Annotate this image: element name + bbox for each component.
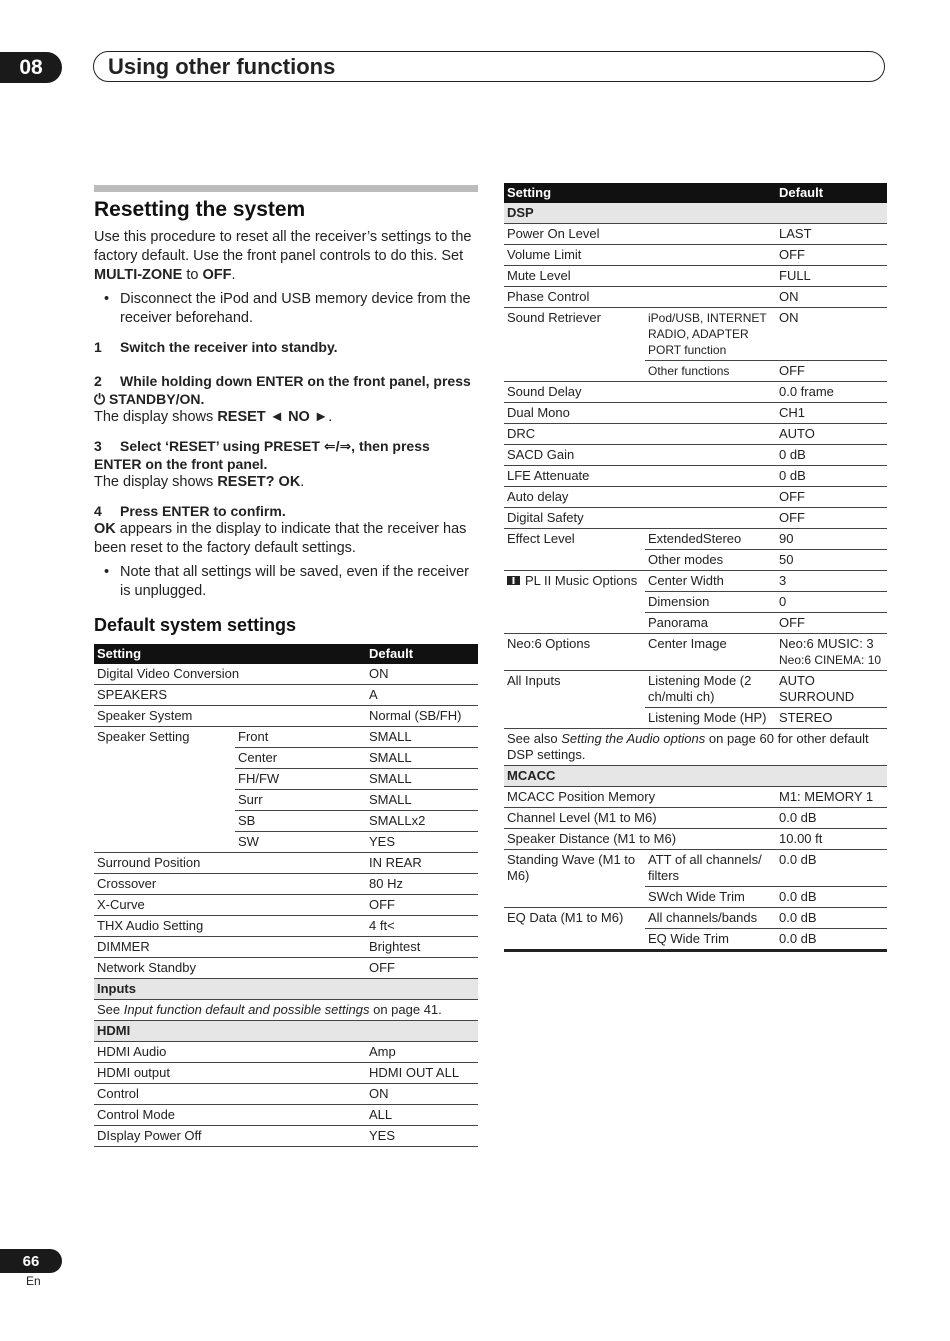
table-row (504, 571, 887, 592)
cell-default: CH1 (776, 403, 887, 424)
cell-setting: Speaker System (94, 706, 366, 727)
reset-intro (94, 228, 478, 285)
cell-sub: ExtendedStereo (645, 529, 776, 550)
intro-bold-1: MULTI-ZONE (94, 267, 183, 283)
cell-default: OFF (776, 487, 887, 508)
cell-sub: Center Image (645, 634, 776, 671)
cell-default: 3 (776, 571, 887, 592)
cell-sub: Center Width (645, 571, 776, 592)
cell-setting: THX Audio Setting (94, 916, 366, 937)
intro-end: . (231, 267, 236, 283)
cell-setting: X-Curve (94, 895, 366, 916)
cell-default: 0.0 dB (776, 908, 887, 929)
step-number: 4 (94, 503, 102, 519)
table-row (504, 808, 887, 829)
cell-default: 4 ft< (366, 916, 478, 937)
cell-default: OFF (776, 613, 887, 634)
cell-sub: All channels/bands (645, 908, 776, 929)
table-row (504, 850, 887, 887)
cell-default (776, 634, 887, 671)
cell-sub: Listening Mode (HP) (645, 708, 776, 729)
desc-bold: OK (94, 521, 116, 537)
table-row (504, 829, 887, 850)
cell-default: STEREO (776, 708, 887, 729)
cell-default: ALL (366, 1105, 478, 1126)
cell-default: IN REAR (366, 853, 478, 874)
neo-cinema: Neo:6 CINEMA: 10 (779, 653, 882, 667)
cell-setting: Speaker Setting (94, 727, 235, 853)
table-row (94, 664, 478, 685)
table-row (504, 245, 887, 266)
group-label: HDMI (94, 1021, 478, 1042)
step-3 (94, 437, 478, 473)
table-row (504, 224, 887, 245)
cell-setting: Control (94, 1084, 366, 1105)
cell-default: OFF (776, 508, 887, 529)
page-number: 66 (0, 1249, 62, 1273)
cell-default: 0.0 dB (776, 887, 887, 908)
cell-default: 10.00 ft (776, 829, 887, 850)
cell-default: OFF (776, 245, 887, 266)
table-row (94, 1063, 478, 1084)
desc-text: The display shows (94, 474, 218, 490)
cell-setting: SACD Gain (504, 445, 776, 466)
table-row (94, 1042, 478, 1063)
cell-default: AUTO SURROUND (776, 671, 887, 708)
cell-setting: Control Mode (94, 1105, 366, 1126)
table-row (94, 1105, 478, 1126)
note-text: on page 60 for other default DSP settings. (507, 731, 869, 762)
table-row (504, 908, 887, 929)
cell-default: 80 Hz (366, 874, 478, 895)
cell-default: SMALLx2 (366, 811, 478, 832)
table-row (504, 671, 887, 708)
table-row (94, 1000, 478, 1021)
cell-setting: HDMI output (94, 1063, 366, 1084)
cell-default: FULL (776, 266, 887, 287)
table-row (94, 937, 478, 958)
cell-setting: Auto delay (504, 487, 776, 508)
cell-default: M1: MEMORY 1 (776, 787, 887, 808)
bullet-item (94, 563, 478, 601)
cell-sub: Other functions (645, 361, 776, 382)
cell-setting: Dual Mono (504, 403, 776, 424)
intro-to: to (182, 267, 203, 283)
group-label: MCACC (504, 766, 887, 787)
note-text: See (97, 1002, 124, 1017)
cell-default: 0 (776, 592, 887, 613)
bullet-item (94, 290, 478, 328)
dolby-logo-icon (507, 576, 520, 585)
cell-setting: Sound Retriever (504, 308, 645, 382)
section-rule (94, 185, 478, 192)
desc-bold: RESET? OK (217, 474, 301, 490)
cell-default: LAST (776, 224, 887, 245)
cell-setting: Volume Limit (504, 245, 776, 266)
cell-default: ON (366, 664, 478, 685)
cell-sub: Front (235, 727, 366, 748)
table-row (94, 958, 478, 979)
cell-sub: ATT of all channels/ filters (645, 850, 776, 887)
cell-default: ON (366, 1084, 478, 1105)
chapter-title-text: Using other functions (108, 53, 336, 79)
bullet-dot-icon: • (104, 291, 110, 307)
cell-setting: DIsplay Power Off (94, 1126, 366, 1147)
intro-text: Use this procedure to reset all the receiver’s settings to the factory default. Use the front panel controls to do this. Set (94, 229, 472, 264)
table-header (504, 183, 887, 203)
table-row (504, 287, 887, 308)
cell-default: 0 dB (776, 466, 887, 487)
step-4 (94, 502, 478, 520)
cell-default: SMALL (366, 769, 478, 790)
cell-default: SMALL (366, 790, 478, 811)
cell-setting: Sound Delay (504, 382, 776, 403)
table-row (504, 308, 887, 361)
step-3-desc: The display shows RESET? OK. (94, 474, 305, 490)
cell-sub: Other modes (645, 550, 776, 571)
cell-sub: Listening Mode (2 ch/multi ch) (645, 671, 776, 708)
inputs-note (94, 1000, 478, 1021)
cell-setting: LFE Attenuate (504, 466, 776, 487)
cell-setting: HDMI Audio (94, 1042, 366, 1063)
cell-sub: EQ Wide Trim (648, 931, 729, 946)
table-row (504, 382, 887, 403)
cell-default: 90 (776, 529, 887, 550)
cell-default: 0.0 dB (776, 808, 887, 829)
header-setting: Setting (94, 644, 366, 664)
table-row (94, 895, 478, 916)
step-4-desc (94, 520, 478, 558)
cell-default: ON (776, 308, 887, 361)
cell-setting: Surround Position (94, 853, 366, 874)
table-row (504, 487, 887, 508)
cell-sub: Dimension (645, 592, 776, 613)
table-row (504, 403, 887, 424)
table-row (504, 508, 887, 529)
table-row (94, 727, 478, 748)
dsp-note (504, 729, 887, 766)
table-row (94, 685, 478, 706)
cell-default: YES (366, 832, 478, 853)
table-row (504, 466, 887, 487)
desc-bold: RESET ◄ NO ► (217, 409, 329, 425)
table-row (504, 445, 887, 466)
header-default: Default (776, 183, 887, 203)
cell-default: Normal (SB/FH) (366, 706, 478, 727)
cell-setting: Standing Wave (M1 to M6) (504, 850, 645, 908)
cell-default: SMALL (366, 748, 478, 769)
neo-music: Neo:6 MUSIC: 3 (779, 636, 874, 651)
step-number: 3 (94, 438, 102, 454)
bullet-dot-icon: • (104, 564, 110, 580)
cell-setting: Digital Safety (504, 508, 776, 529)
table-row (504, 266, 887, 287)
group-header-hdmi (94, 1021, 478, 1042)
table-row (504, 634, 887, 671)
table-row (94, 916, 478, 937)
note-italic: Input function default and possible settings (123, 1002, 370, 1017)
left-column (94, 185, 478, 1147)
step-number: 2 (94, 373, 102, 389)
table-row (504, 529, 887, 550)
note-text: See also (507, 731, 562, 746)
dsp-mcacc-table (504, 183, 887, 952)
cell-setting: EQ Data (M1 to M6) (507, 910, 624, 925)
cell-setting: Power On Level (504, 224, 776, 245)
cell-default: 0.0 frame (776, 382, 887, 403)
group-label: DSP (504, 203, 887, 224)
cell-default: 0.0 dB (779, 931, 817, 946)
pl-label: PL II Music Options (525, 573, 638, 588)
group-label: Inputs (94, 979, 478, 1000)
cell-setting: Network Standby (94, 958, 366, 979)
header-setting: Setting (504, 183, 776, 203)
group-header-mcacc (504, 766, 887, 787)
chapter-title (93, 51, 885, 82)
note-text: on page 41. (369, 1002, 442, 1017)
desc-text: The display shows (94, 409, 218, 425)
table-row (504, 729, 887, 766)
cell-default: HDMI OUT ALL (366, 1063, 478, 1084)
table-row (504, 424, 887, 445)
right-column (504, 183, 887, 952)
cell-default: OFF (366, 895, 478, 916)
table-row (94, 1084, 478, 1105)
table-row (504, 787, 887, 808)
cell-sub: Panorama (645, 613, 776, 634)
step-2 (94, 372, 478, 408)
step-text: While holding down ENTER on the front panel, press ⏻ STANDBY/ON. (94, 373, 471, 407)
cell-setting: Phase Control (504, 287, 776, 308)
cell-sub: SW (235, 832, 366, 853)
group-header-dsp (504, 203, 887, 224)
cell-sub: Center (235, 748, 366, 769)
cell-setting: All Inputs (504, 671, 645, 729)
cell-setting: Crossover (94, 874, 366, 895)
cell-default: YES (366, 1126, 478, 1147)
cell-sub: iPod/USB, INTERNET RADIO, ADAPTER PORT function (645, 308, 776, 361)
cell-default: OFF (366, 958, 478, 979)
table-row (94, 874, 478, 895)
cell-setting: Digital Video Conversion (94, 664, 366, 685)
cell-setting: Effect Level (504, 529, 645, 571)
step-number: 1 (94, 339, 102, 355)
note-italic: Setting the Audio options (561, 731, 706, 746)
cell-setting: DRC (504, 424, 776, 445)
bullet-text: Disconnect the iPod and USB memory device from the receiver beforehand. (120, 291, 471, 326)
table-row (94, 853, 478, 874)
cell-default: 50 (776, 550, 887, 571)
cell-setting: Channel Level (M1 to M6) (504, 808, 776, 829)
cell-sub: SWch Wide Trim (645, 887, 776, 908)
table-header (94, 644, 478, 664)
chapter-number: 08 (0, 52, 62, 83)
table-row (94, 706, 478, 727)
cell-default: OFF (776, 361, 887, 382)
language-code: En (26, 1274, 41, 1288)
cell-default: SMALL (366, 727, 478, 748)
cell-default: ON (776, 287, 887, 308)
cell-sub: SB (235, 811, 366, 832)
step-text: Select ‘RESET’ using PRESET ⇐/⇒, then press ENTER on the front panel. (94, 438, 430, 472)
reset-title: Resetting the system (94, 198, 306, 221)
cell-default: A (366, 685, 478, 706)
desc-text: appears in the display to indicate that the receiver has been reset to the factory default settings. (94, 521, 467, 556)
header-default: Default (366, 644, 478, 664)
step-text: Press ENTER to confirm. (120, 503, 286, 519)
cell-setting: DIMMER (94, 937, 366, 958)
defaults-title: Default system settings (94, 615, 297, 635)
cell-setting: SPEAKERS (94, 685, 366, 706)
defaults-table (94, 644, 478, 1147)
cell-setting (504, 571, 645, 634)
cell-setting: Neo:6 Options (504, 634, 645, 671)
step-1 (94, 338, 478, 356)
intro-bold-2: OFF (202, 267, 232, 283)
table-row (94, 1126, 478, 1147)
cell-default: Amp (366, 1042, 478, 1063)
bullet-text: Note that all settings will be saved, even if the receiver is unplugged. (120, 564, 469, 599)
cell-setting: Speaker Distance (M1 to M6) (504, 829, 776, 850)
cell-sub: Surr (235, 790, 366, 811)
cell-sub: FH/FW (235, 769, 366, 790)
step-2-desc: The display shows RESET ◄ NO ►. (94, 409, 333, 425)
cell-default: 0 dB (776, 445, 887, 466)
cell-default: Brightest (366, 937, 478, 958)
cell-setting: Mute Level (504, 266, 776, 287)
step-text: Switch the receiver into standby. (120, 339, 338, 355)
cell-setting: MCACC Position Memory (504, 787, 776, 808)
cell-default: 0.0 dB (776, 850, 887, 887)
group-header-inputs (94, 979, 478, 1000)
cell-default: AUTO (776, 424, 887, 445)
